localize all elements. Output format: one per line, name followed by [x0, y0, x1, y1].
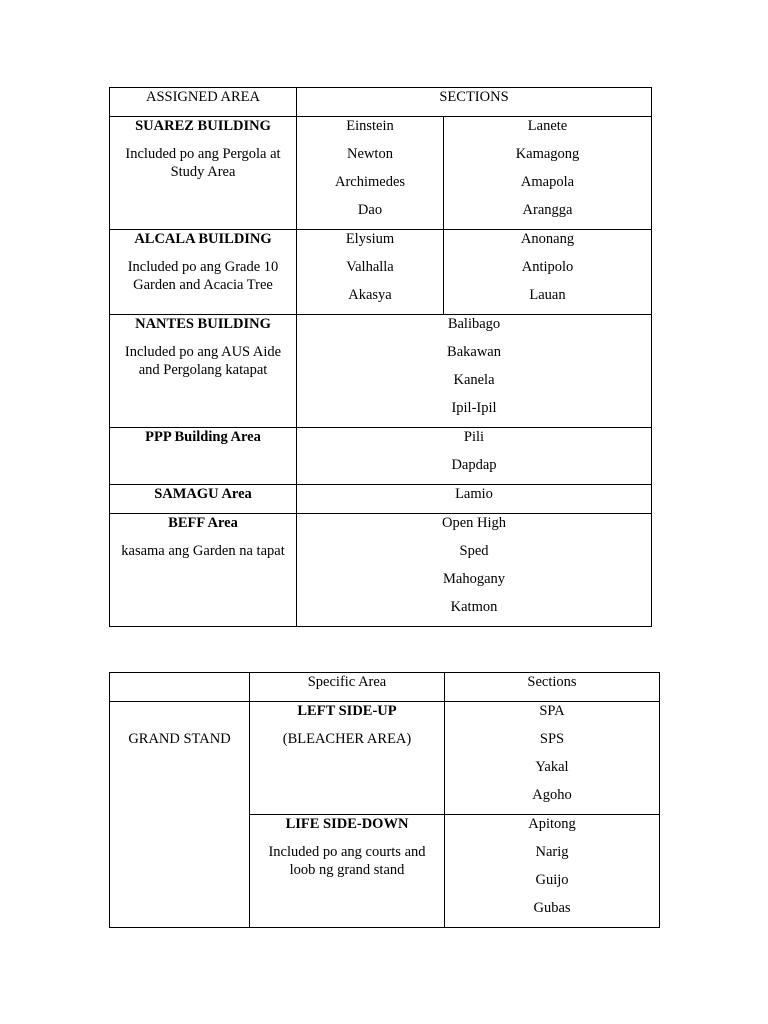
area-title: SUAREZ BUILDING: [135, 118, 271, 134]
area-title: PPP Building Area: [145, 429, 261, 445]
header-blank-text: [110, 673, 249, 701]
sections-right-cell: [444, 230, 652, 315]
table-row: [110, 230, 652, 315]
area-title: LEFT SIDE-UP: [297, 703, 397, 719]
header-sections: [297, 88, 652, 117]
section-item: Yakal: [535, 759, 569, 775]
table-row: [110, 485, 652, 514]
section-item: Apitong: [528, 816, 576, 832]
section-item: Bakawan: [447, 344, 501, 360]
sections-cell: [297, 428, 652, 485]
section-item: Elysium: [345, 231, 395, 247]
specific-area-cell: [250, 815, 445, 928]
section-item: SPA: [539, 703, 565, 719]
area-note: Included po ang Grade 10 Garden and Acacia Tree: [127, 259, 279, 293]
assigned-area-table: [109, 87, 652, 627]
table-header-row: [110, 673, 660, 702]
section-item: Gubas: [533, 900, 571, 916]
section-item: Archimedes: [334, 174, 406, 190]
header-sections-text: Sections: [527, 674, 577, 690]
group-cell: [110, 702, 250, 928]
table-row: [110, 514, 652, 627]
area-note: Included po ang Pergola at Study Area: [125, 146, 281, 180]
section-item: Agoho: [532, 787, 572, 803]
grand-stand-table: [109, 672, 660, 928]
table-header-row: [110, 88, 652, 117]
area-note: kasama ang Garden na tapat: [121, 543, 285, 559]
table-row: [110, 702, 660, 815]
section-item: Antipolo: [521, 259, 574, 275]
sections-left-cell: [297, 117, 444, 230]
table-row: [110, 315, 652, 428]
sections-cell: [297, 485, 652, 514]
sections-left-cell: [297, 230, 444, 315]
area-cell: [110, 230, 297, 315]
section-item: Kanela: [453, 372, 495, 388]
section-item: Newton: [347, 146, 393, 162]
section-item: Valhalla: [346, 259, 394, 275]
section-item: Narig: [535, 844, 569, 860]
section-item: Pili: [463, 429, 485, 445]
header-specific-area: [250, 673, 445, 702]
area-title: SAMAGU Area: [154, 486, 252, 502]
sections-right-cell: [444, 117, 652, 230]
section-item: Open High: [441, 515, 507, 531]
area-title: BEFF Area: [168, 515, 238, 531]
section-item: Sped: [459, 543, 489, 559]
header-assigned-area-text: ASSIGNED AREA: [146, 89, 260, 105]
area-note: Included po ang courts and loob ng grand stand: [268, 844, 426, 878]
section-item: Amapola: [520, 174, 575, 190]
header-sections: [445, 673, 660, 702]
sections-cell: [297, 514, 652, 627]
section-item: Katmon: [450, 599, 498, 615]
section-item: Einstein: [346, 118, 394, 134]
header-specific-area-text: Specific Area: [307, 674, 387, 690]
header-blank: [110, 673, 250, 702]
section-item: Dao: [357, 202, 383, 218]
table-row: [110, 117, 652, 230]
sections-cell: [297, 315, 652, 428]
section-item: Kamagong: [515, 146, 580, 162]
section-item: Akasya: [348, 287, 392, 303]
section-item: Dapdap: [451, 457, 497, 473]
area-note: (BLEACHER AREA): [282, 731, 412, 747]
section-item: Lanete: [527, 118, 568, 134]
sections-cell: [445, 702, 660, 815]
table-row: [110, 428, 652, 485]
area-cell: [110, 117, 297, 230]
section-item: Arangga: [522, 202, 573, 218]
header-sections-text: SECTIONS: [439, 89, 509, 105]
area-cell: [110, 428, 297, 485]
section-item: Lauan: [529, 287, 566, 303]
area-title: NANTES BUILDING: [135, 316, 271, 332]
group-label: GRAND STAND: [128, 731, 231, 747]
sections-cell: [445, 815, 660, 928]
section-item: Guijo: [535, 872, 569, 888]
section-item: Lamio: [455, 486, 493, 502]
header-assigned-area: [110, 88, 297, 117]
specific-area-cell: [250, 702, 445, 815]
section-item: Ipil-Ipil: [451, 400, 497, 416]
section-item: Balibago: [447, 316, 501, 332]
area-title: ALCALA BUILDING: [134, 231, 272, 247]
area-cell: [110, 315, 297, 428]
area-cell: [110, 485, 297, 514]
area-title: LIFE SIDE-DOWN: [285, 816, 409, 832]
section-item: Anonang: [520, 231, 575, 247]
area-note: Included po ang AUS Aide and Pergolang katapat: [124, 344, 282, 378]
section-item: Mahogany: [443, 571, 506, 587]
area-cell: [110, 514, 297, 627]
section-item: SPS: [539, 731, 565, 747]
